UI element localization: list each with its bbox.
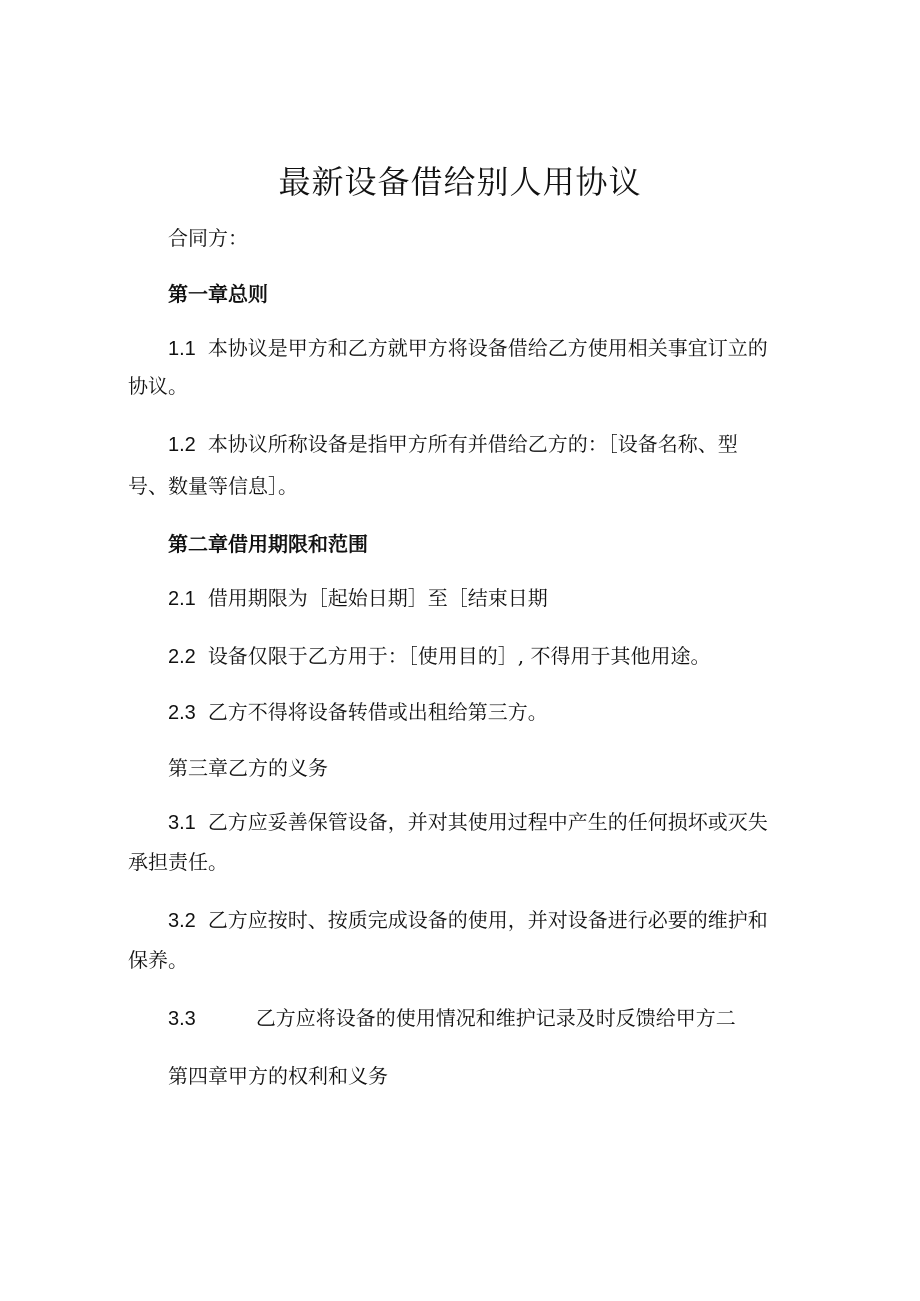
clause-1-1	[168, 334, 768, 363]
chapter-heading: 第三章乙方的义务	[168, 756, 328, 780]
clause-3-2-cont: 保养。	[128, 948, 188, 972]
chapter-heading: 第四章甲方的权利和义务	[168, 1064, 388, 1088]
clause-number: 1.1	[168, 338, 196, 360]
clause-2-3	[168, 698, 548, 727]
clause-text: 设备仅限于乙方用于：［使用目的］, 不得用于其他用途。	[207, 644, 711, 668]
chapter-heading: 第二章借用期限和范围	[168, 532, 368, 556]
clause-text: 借用期限为［起始日期］至［结束日期	[207, 586, 548, 610]
clause-number: 2.3	[168, 702, 196, 724]
document-title: 最新设备借给别人用协议	[278, 163, 642, 201]
clause-text: 乙方应将设备的使用情况和维护记录及时反馈给甲方二	[255, 1006, 736, 1030]
clause-number: 2.2	[168, 646, 196, 668]
clause-number: 1.2	[168, 434, 196, 456]
chapter-heading: 第一章总则	[168, 282, 268, 306]
clause-1-1-cont: 协议。	[128, 374, 188, 398]
clause-number: 3.3	[168, 1008, 196, 1030]
clause-3-2	[168, 906, 768, 935]
clause-text: 乙方应妥善保管设备，并对其使用过程中产生的任何损坏或灭失	[207, 810, 768, 834]
clause-text: 乙方应按时、按质完成设备的使用，并对设备进行必要的维护和	[207, 908, 768, 932]
clause-number: 3.1	[168, 812, 196, 834]
clause-number: 2.1	[168, 588, 196, 610]
clause-text: 本协议是甲方和乙方就甲方将设备借给乙方使用相关事宜订立的	[207, 336, 768, 360]
clause-3-3	[168, 1004, 736, 1033]
clause-3-1-cont: 承担责任。	[128, 850, 228, 874]
clause-2-1	[168, 584, 548, 613]
parties-label: 合同方：	[168, 226, 248, 250]
clause-1-2	[168, 430, 738, 459]
clause-2-2	[168, 642, 711, 671]
clause-text: 乙方不得将设备转借或出租给第三方。	[207, 700, 548, 724]
clause-text: 本协议所称设备是指甲方所有并借给乙方的：［设备名称、型	[207, 432, 738, 456]
clause-3-1	[168, 808, 768, 837]
clause-1-2-cont: 号、数量等信息］。	[128, 474, 298, 498]
clause-number: 3.2	[168, 910, 196, 932]
